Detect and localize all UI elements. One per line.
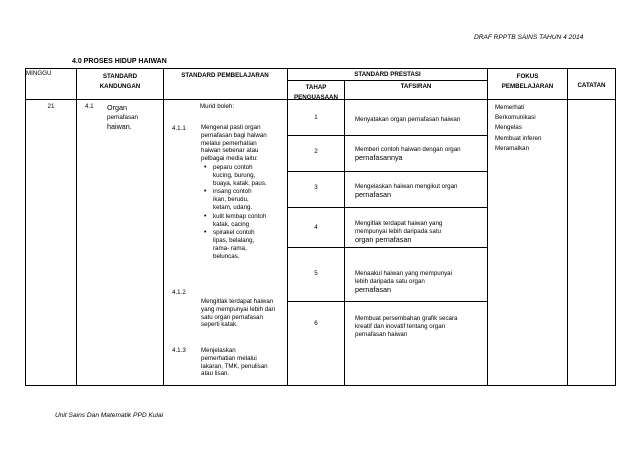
sp-text-3: Menjelaskan pemerhatian melalui lakaran, TMK, penulisan atau lisan. <box>201 347 268 378</box>
list-item: • peparu contoh kucing, burung, buaya, katak, paus. <box>202 164 267 187</box>
tahap-1: 1 <box>314 114 318 121</box>
draft-header: DRAF RPPTB SAINS TAHUN 4 2014 <box>474 34 584 41</box>
tahap-5: 5 <box>314 270 318 277</box>
sp-intro: Murid boleh: <box>200 103 235 110</box>
footer-unit: Unit Sains Dan Matematik PPD Kulai <box>55 412 164 419</box>
list-item: • insang contoh ikan, berudu, ketam, udang. <box>202 188 267 211</box>
col-standard-prestasi: STANDARD PRESTASI <box>354 71 421 78</box>
list-item: Mengelas <box>495 124 522 132</box>
sk-text: Organ pernafasan haiwan. <box>107 103 138 131</box>
tafsiran-2: Memberi contoh haiwan dengan organ pernafasannya <box>355 146 461 162</box>
list-item: Berkomunikasi <box>495 114 536 122</box>
sp-number-2: 4.1.2 <box>172 289 186 296</box>
sp-number-1: 4.1.1 <box>172 125 186 132</box>
sp-number-3: 4.1.3 <box>172 347 186 354</box>
col-minggu: MINGGU <box>26 70 52 77</box>
tafsiran-5: Menaakul haiwan yang mempunyai lebih daripada satu organ pernafasan <box>355 270 452 294</box>
tafsiran-3: Mengelaskan haiwan mengikut organ pernafasan <box>355 183 458 199</box>
list-item: Memerhati <box>495 104 525 111</box>
tahap-3: 3 <box>314 184 318 191</box>
sp-text-2: Mengitlak terdapat haiwan yang mempunyai lebih dari satu organ pernafasan seperti katak. <box>201 298 275 329</box>
sk-number: 4.1 <box>85 103 94 110</box>
fokus-list <box>495 103 541 154</box>
tahap-2: 2 <box>314 148 318 155</box>
list-item: • kulit lembap contoh katak, cacing <box>202 213 267 229</box>
tafsiran-1: Menyatakan organ pernafasan haiwan <box>355 116 461 123</box>
tahap-4: 4 <box>314 224 318 231</box>
col-standard-kandungan: STANDARD KANDUNGAN <box>99 73 141 90</box>
list-item: • spirakel contoh lipas, belalang, rama- rama, beluncas. <box>202 229 267 260</box>
tafsiran-6: Membuat persembahan grafik secara kreatif dan inovatif tentang organ pernafasan haiwan <box>355 315 458 338</box>
list-item: Membuat inferen <box>495 134 542 142</box>
minggu-value: 21 <box>47 103 55 110</box>
organ-list <box>202 164 267 262</box>
col-tahap-penguasaan: TAHAP PENGUASAAN <box>293 84 338 101</box>
list-item: Meramalkan <box>495 144 530 152</box>
page-title: 4.0 PROSES HIDUP HAIWAN <box>72 58 167 65</box>
tahap-6: 6 <box>314 320 318 327</box>
sp-text-1: Mengenal pasti organ pernafasan bagi haiwan melalui pemerhatian haiwan sebenar atau pelbagai media laitu: <box>201 124 267 163</box>
col-catatan: CATATAN <box>577 82 606 89</box>
col-fokus-pembelajaran: FOKUS PEMBELAJARAN <box>501 73 554 90</box>
col-standard-pembelajaran: STANDARD PEMBELAJARAN <box>181 72 269 79</box>
tafsiran-4: Mengitlak terdapat haiwan yang mempunyai lebih daripada satu organ pernafasan <box>355 220 443 244</box>
col-tafsiran: TAFSIRAN <box>400 83 432 90</box>
